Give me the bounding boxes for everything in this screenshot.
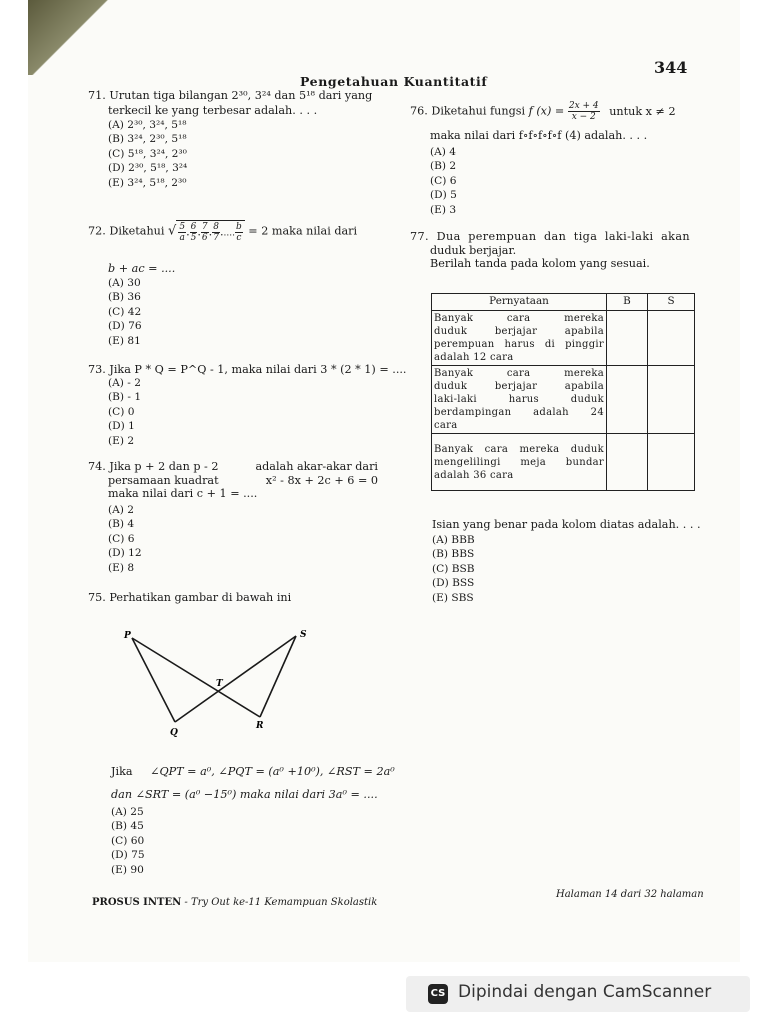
question-72: 72. Diketahui √ $\frac{5}{a}$ . $\frac{6}{5}$ . $\frac{7}{6}$ . $\frac{8}{7}$ ..... $\frac{b}{c}$ = 2 maka nilai dari: [88, 222, 358, 243]
question-text-line: Berilah tanda pada kolom yang sesuai.: [430, 257, 650, 271]
page-number: 344: [654, 58, 688, 77]
given-angles: ∠QPT = a⁰, ∠PQT = (a⁰ +10⁰), ∠RST = 2a⁰: [150, 765, 395, 778]
camscanner-watermark: [406, 976, 750, 1012]
option-e: (E) 2: [108, 434, 135, 447]
fraction: $\frac{5}{a}$: [179, 222, 186, 243]
column-header: Pernyataan: [432, 294, 607, 311]
option-c: (C) 0: [108, 405, 135, 418]
question-tail: = 2 maka nilai dari: [248, 224, 358, 238]
statement-table: [431, 293, 695, 491]
question-text-line: Dua perempuan dan tiga laki-laki akan: [436, 230, 690, 243]
statement-cell: Banyak cara mereka duduk berjajar apabila laki-laki harus duduk berdampingan adalah 24 cara: [432, 366, 607, 434]
fraction: $\frac{6}{5}$: [190, 222, 197, 243]
vertex-label-s: S: [300, 630, 307, 640]
option-b: (B) 36: [108, 291, 141, 304]
footer-page-count: Halaman 14 dari 32 halaman: [556, 889, 704, 900]
options-74: [108, 503, 142, 575]
option-a: (A) 2³⁰, 3²⁴, 5¹⁸: [108, 119, 187, 131]
option-d: (D) 75: [111, 849, 145, 862]
options-77: [432, 533, 475, 605]
option-d: (D) 5: [430, 189, 457, 202]
fraction: $\frac{8}{7}$: [213, 222, 219, 243]
option-a: (A) 2: [108, 504, 135, 516]
option-c: (C) 60: [111, 834, 145, 847]
footer-left: [92, 897, 377, 908]
segment-pr: [132, 638, 260, 717]
option-a: (A) - 2: [108, 377, 141, 389]
option-c: (C) 42: [108, 305, 142, 318]
option-b: (B) - 1: [108, 391, 142, 404]
geometry-figure: [120, 628, 310, 740]
option-e: (E) 3²⁴, 5¹⁸, 2³⁰: [108, 176, 187, 189]
option-b: (B) 45: [111, 820, 144, 833]
page-corner-shadow: [28, 0, 128, 75]
question-text: Perhatikan gambar di bawah ini: [109, 591, 292, 604]
question-text: Jika P * Q = P^Q - 1, maka nilai dari 3 * (2 * 1) = ....: [109, 363, 407, 376]
question-number: 77.: [410, 230, 429, 243]
question-number: 72.: [88, 224, 106, 238]
question-74: [88, 460, 378, 501]
option-c: (C) 6: [430, 174, 457, 187]
question-number: 76.: [410, 104, 428, 118]
question-text-line: Jika p + 2 dan p - 2: [109, 460, 219, 473]
camscanner-logo-icon: CS: [428, 984, 448, 1004]
option-b: (B) 3²⁴, 2³⁰, 5¹⁸: [108, 133, 187, 146]
table-row: [432, 366, 695, 434]
vertex-label-t: T: [216, 679, 223, 689]
option-e: (E) 81: [108, 334, 141, 347]
function-lhs: f (x) =: [528, 104, 565, 118]
answer-cell-s[interactable]: [648, 366, 695, 434]
option-e: (E) 8: [108, 561, 135, 574]
question-76: [410, 101, 676, 122]
option-e: (E) 3: [430, 203, 457, 216]
option-a: (A) 25: [111, 806, 144, 818]
question-text-line: terkecil ke yang terbesar adalah. . . .: [108, 104, 318, 117]
camscanner-text: Dipindai dengan CamScanner: [458, 982, 712, 1002]
question-71: [88, 89, 372, 103]
expression: b + ac = ....: [108, 262, 176, 275]
options-72: [108, 276, 142, 348]
answer-cell-b[interactable]: [607, 311, 648, 366]
vertex-label-q: Q: [170, 728, 178, 738]
question-text-line: Urutan tiga bilangan 2³⁰, 3²⁴ dan 5¹⁸ dari yang: [109, 89, 373, 102]
option-d: (D) BSS: [432, 577, 475, 590]
statement-cell: Banyak cara mereka duduk berjajar apabila perempuan harus di pinggir adalah 12 cara: [432, 311, 607, 366]
segment-qs: [175, 636, 296, 722]
fraction: $\frac{b}{c}$: [235, 222, 242, 243]
question-text-line: persamaan kuadrat: [108, 473, 219, 487]
question-number: 75.: [88, 591, 106, 604]
answer-cell-b[interactable]: [607, 434, 648, 491]
condition: untuk x ≠ 2: [609, 104, 676, 118]
statement-cell: Banyak cara mereka duduk mengelilingi meja bundar adalah 36 cara: [432, 434, 607, 491]
option-a: (A) BBB: [432, 534, 475, 546]
question-text-line: adalah akar-akar dari: [255, 460, 378, 473]
angle-conditions: [111, 765, 395, 779]
option-c: (C) 6: [108, 532, 135, 545]
option-b: (B) 2: [430, 160, 457, 173]
question-text-line: maka nilai dari c + 1 = ....: [108, 487, 258, 501]
option-a: (A) 4: [430, 146, 457, 158]
table-row: [432, 311, 695, 366]
question-number: 73.: [88, 363, 106, 376]
question-lead: Diketahui fungsi: [431, 104, 526, 118]
question-number: 74.: [88, 460, 106, 473]
option-b: (B) BBS: [432, 548, 475, 561]
section-title: Pengetahuan Kuantitatif: [300, 74, 488, 89]
fraction: $\frac{7}{6}$: [201, 222, 208, 243]
option-c: (C) 5¹⁸, 3²⁴, 2³⁰: [108, 147, 187, 160]
options-76: [430, 145, 457, 217]
options-71: [108, 118, 187, 190]
option-d: (D) 12: [108, 547, 142, 560]
answer-cell-b[interactable]: [607, 366, 648, 434]
answer-cell-s[interactable]: [648, 434, 695, 491]
option-b: (B) 4: [108, 518, 135, 531]
question-75: [88, 591, 291, 605]
question-text-line: duduk berjajar.: [430, 243, 517, 257]
column-header: B: [607, 294, 648, 311]
column-header: S: [648, 294, 695, 311]
question-lead: Diketahui: [109, 224, 165, 238]
vertex-label-p: P: [124, 631, 131, 641]
option-e: (E) 90: [111, 863, 144, 876]
table-header-row: [432, 294, 695, 311]
table-row: [432, 434, 695, 491]
function-fraction: $\frac{2x + 4}{x - 2}$: [568, 101, 599, 122]
option-d: (D) 2³⁰, 5¹⁸, 3²⁴: [108, 162, 188, 175]
given-angles-2: dan ∠SRT = (a⁰ −15⁰) maka nilai dari 3a⁰ = ....: [111, 788, 378, 801]
answer-cell-s[interactable]: [648, 311, 695, 366]
options-75: [111, 805, 145, 877]
option-d: (D) 76: [108, 320, 142, 333]
footer-brand: PROSUS INTEN: [92, 897, 182, 908]
question-number: 71.: [88, 89, 106, 102]
table-question: Isian yang benar pada kolom diatas adalah. . . .: [432, 518, 701, 531]
option-e: (E) SBS: [432, 591, 474, 604]
question-73: [88, 363, 406, 377]
option-a: (A) 30: [108, 277, 141, 289]
equation: x² - 8x + 2c + 6 = 0: [265, 473, 378, 487]
option-c: (C) BSB: [432, 562, 475, 575]
radical-expression: $\frac{5}{a}$ . $\frac{6}{5}$ . $\frac{7}{6}$ . $\frac{8}{7}$ ..... $\frac{b}{c}$: [176, 220, 244, 243]
question-77: [410, 230, 690, 271]
question-text-line: maka nilai dari f∘f∘f∘f∘f (4) adalah. . . .: [430, 129, 648, 142]
footer-subtitle: - Try Out ke-11 Kemampuan Skolastik: [181, 897, 378, 908]
vertex-label-r: R: [256, 721, 264, 731]
options-73: [108, 376, 141, 448]
option-d: (D) 1: [108, 420, 135, 433]
given-lead: Jika: [111, 765, 133, 778]
